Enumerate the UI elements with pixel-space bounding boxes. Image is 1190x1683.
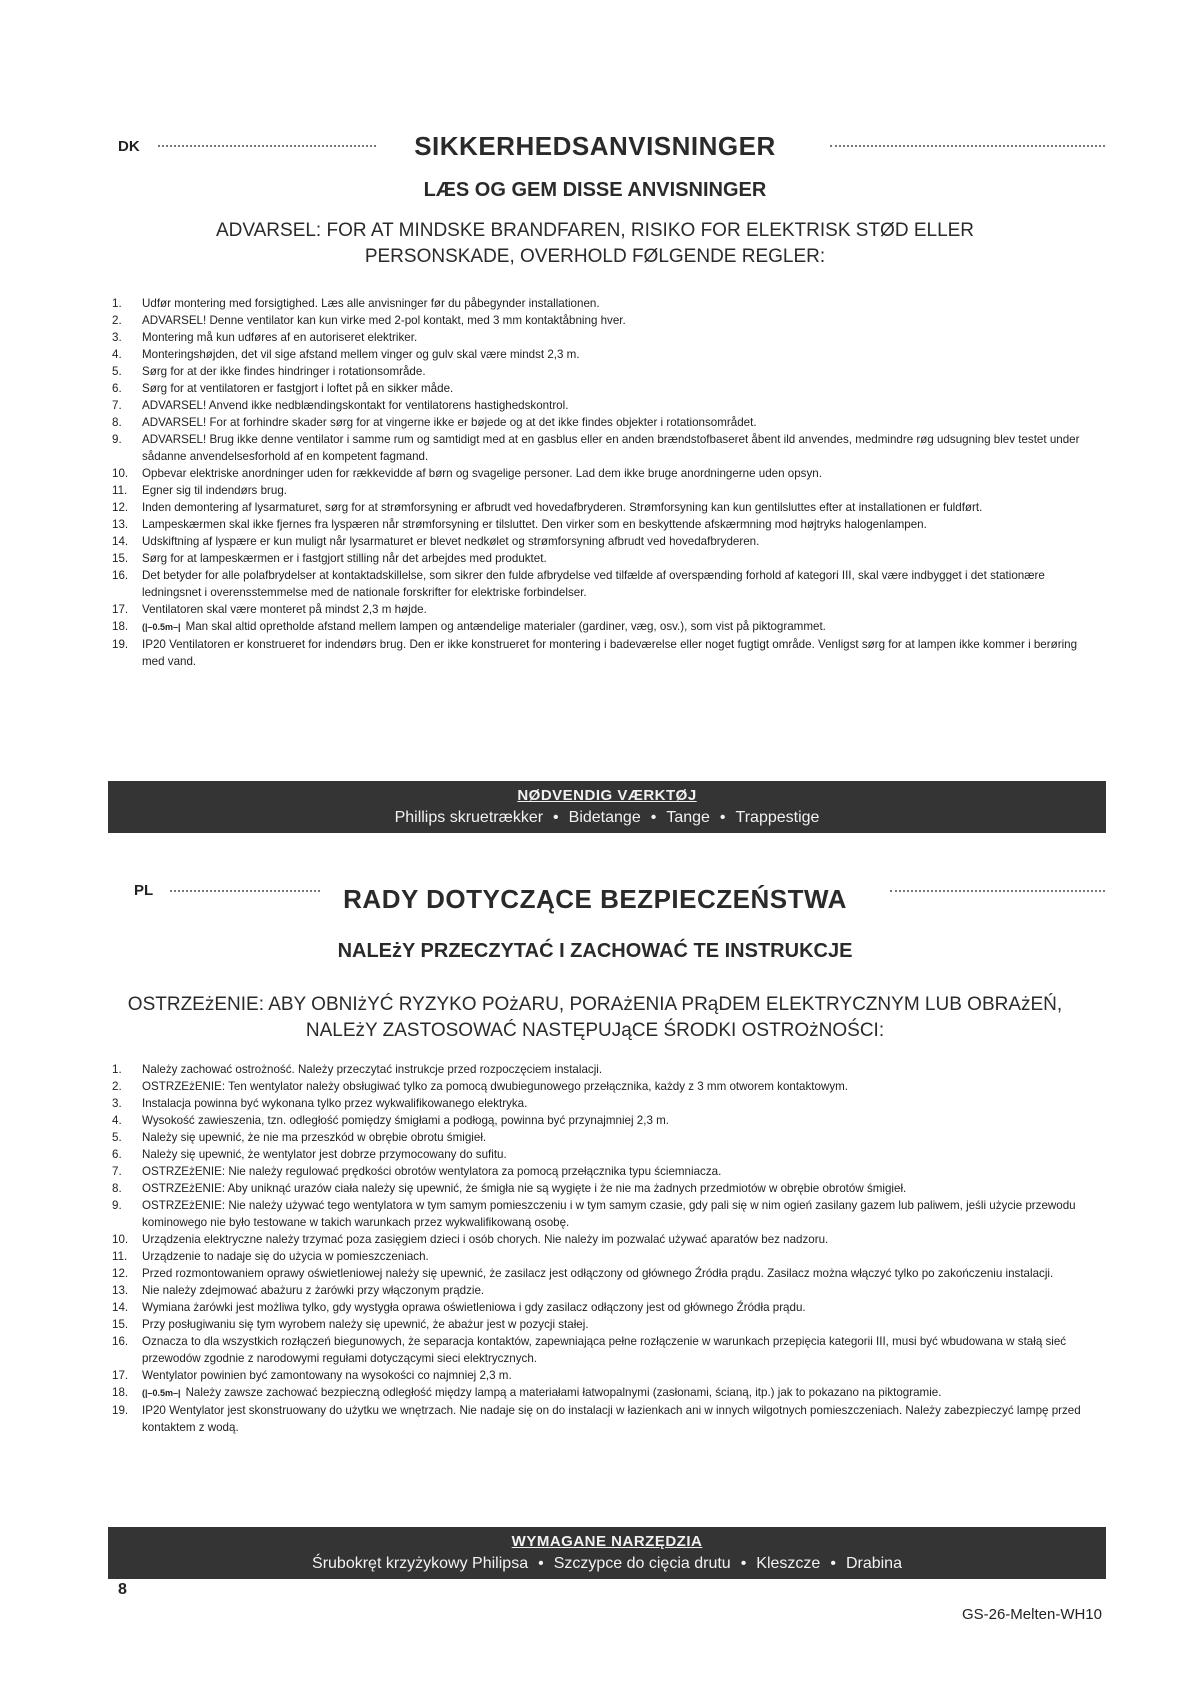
rule-text: ADVARSEL! Anvend ikke nedblændingskontakt for ventilatorens hastighedskontrol.: [142, 399, 569, 412]
dk-rule-item: [112, 516, 1102, 533]
dk-rule-item: [112, 567, 1102, 601]
rule-text: Wentylator powinien być zamontowany na wysokości co najmniej 2,3 m.: [142, 1369, 512, 1382]
rule-number: 15.: [112, 552, 129, 565]
rule-number: 16.: [112, 1335, 129, 1348]
rule-number: 11.: [112, 1250, 128, 1263]
rule-text: OSTRZEżENIE: Nie należy regulować prędkości obrotów wentylatora za pomocą przełącznika typu ściemniacza.: [142, 1165, 722, 1178]
rule-number: 16.: [112, 569, 129, 582]
rule-text: Opbevar elektriske anordninger uden for rækkevidde af børn og svagelige personer. Lad dem ikke bruge anordningerne uden opsyn.: [142, 467, 822, 480]
rule-text: Lampeskærmen skal ikke fjernes fra lyspæren når strømforsyning er tilsluttet. Den virker som en beskyttende afskærmning mod højtryks halogenlampen.: [142, 518, 927, 531]
rule-number: 9.: [112, 1199, 122, 1212]
rule-text: Należy się upewnić, że wentylator jest dobrze przymocowany do sufitu.: [142, 1148, 507, 1161]
pl-tool-item: Śrubokręt krzyżykowy Philipsa: [312, 1555, 529, 1572]
pl-rule-item: [112, 1282, 1102, 1299]
rule-number: 6.: [112, 1148, 122, 1161]
rule-number: 2.: [112, 314, 122, 327]
pl-rule-item: [112, 1163, 1102, 1180]
rule-number: 5.: [112, 365, 122, 378]
rule-number: 3.: [112, 331, 122, 344]
rule-text: ADVARSEL! Brug ikke denne ventilator i samme rum og samtidigt med at en gasblus eller en anden brændstofbaseret åbent ild anvendes, medmindre røg udsugning blev testet under sådanne anvendelsesforhold af en kompetent fagmand.: [142, 433, 1080, 463]
rule-number: 6.: [112, 382, 122, 395]
dk-tool-item: Tange: [666, 809, 710, 826]
distance-pictogram-icon: (|–0.5m–|: [142, 622, 181, 632]
dk-rule-item: [112, 346, 1102, 363]
rule-text: IP20 Wentylator jest skonstruowany do użytku we wnętrzach. Nie nadaje się on do instalacji w łazienkach ani w innych wilgotnych pomieszczeniach. Należy zabezpieczyć lampę przed kontaktem z wodą.: [142, 1404, 1081, 1434]
pl-tools-title: WYMAGANE NARZĘDZIA: [511, 1533, 703, 1550]
dk-title: SIKKERHEDSANVISNINGER: [414, 131, 776, 161]
rule-text: Inden demontering af lysarmaturet, sørg for at strømforsyning er afbrudt ved hovedafbryderen. Strømforsyning kan kun gentilsluttes efter at installationen er fuldført.: [142, 501, 983, 514]
pl-tool-item: Drabina: [845, 1555, 902, 1572]
rule-number: 15.: [112, 1318, 129, 1331]
document-code: GS-26-Melten-WH10: [961, 1606, 1102, 1623]
rule-number: 1.: [112, 1063, 122, 1076]
pl-rules-list: [112, 1061, 1102, 1436]
pl-tool-item: Szczypce do cięcia drutu: [553, 1555, 731, 1572]
rule-text: ADVARSEL! Denne ventilator kan kun virke med 2-pol kontakt, med 3 mm kontaktåbning hver.: [142, 314, 626, 327]
rule-number: 7.: [112, 1165, 122, 1178]
dk-warning-line1: ADVARSEL: FOR AT MINDSKE BRANDFAREN, RISIKO FOR ELEKTRISK STØD ELLER: [215, 220, 975, 241]
dk-rule-item: [112, 550, 1102, 567]
rule-text: Ventilatoren skal være monteret på mindst 2,3 m højde.: [142, 603, 427, 616]
dk-tool-item: Trappestige: [735, 809, 820, 826]
dk-rule-item: [112, 329, 1102, 346]
rule-text: ADVARSEL! For at forhindre skader sørg for at vingerne ikke er bøjede og at det ikke findes objekter i rotationsområdet.: [142, 416, 757, 429]
pl-title: RADY DOTYCZĄCE BEZPIECZEŃSTWA: [343, 884, 847, 914]
pl-rule-item: [112, 1367, 1102, 1384]
rule-text: Należy się upewnić, że nie ma przeszkód w obrębie obrotu śmigieł.: [142, 1131, 487, 1144]
pl-rule-item: [112, 1316, 1102, 1333]
rule-number: 9.: [112, 433, 122, 446]
rule-text: Oznacza to dla wszystkich rozłączeń biegunowych, że separacja kontaktów, zapewniająca pełne rozłączenie w warunkach przepięcia kategorii III, musi być wbudowana w stałą sieć przewodów zgodnie z narodowymi regułami dotyczącymi sieci elektrycznych.: [142, 1335, 1067, 1365]
rule-number: 11.: [112, 484, 128, 497]
rule-text: Det betyder for alle polafbrydelser at kontaktadskillelse, som sikrer den fulde afbrydelse ved tilfælde af overspænding forhold af kategori III, skal være indbygget i det stationære ledningsnet i overensstemmelse med de nationale forskrifter for elektriske forbindelser.: [142, 569, 1045, 599]
rule-text: Egner sig til indendørs brug.: [142, 484, 287, 497]
dk-rule-item: [112, 636, 1102, 670]
rule-text: Udskiftning af lyspære er kun muligt når lysarmaturet er blevet nedkølet og strømforsyning afbrudt ved hovedafbryderen.: [142, 535, 760, 548]
dk-rule-item: [112, 295, 1102, 312]
pl-rule-item: [112, 1061, 1102, 1078]
rule-text: Urządzenie to nadaje się do użycia w pomieszczeniach.: [142, 1250, 429, 1263]
rule-text: Instalacja powinna być wykonana tylko przez wykwalifikowanego elektryka.: [142, 1097, 528, 1110]
dk-rules-list: [112, 295, 1102, 670]
rule-number: 8.: [112, 1182, 122, 1195]
pl-rule-item: [112, 1180, 1102, 1197]
rule-number: 13.: [112, 1284, 129, 1297]
rule-text: Przy posługiwaniu się tym wyrobem należy się upewnić, że abażur jest w pozycji stałej.: [142, 1318, 589, 1331]
dk-warning: [100, 218, 1090, 270]
dk-rule-item: [112, 380, 1102, 397]
pl-rule-item: [112, 1384, 1102, 1402]
pl-warning: [100, 992, 1090, 1044]
dk-rule-item: [112, 465, 1102, 482]
pl-rule-item: [112, 1146, 1102, 1163]
rule-text: OSTRZEżENIE: Aby uniknąć urazów ciała należy się upewnić, że śmigła nie są wygięte i że nie ma żadnych przedmiotów w obrębie obrotów śmigieł.: [142, 1182, 907, 1195]
dk-rule-item: [112, 312, 1102, 329]
pl-warning-line1: OSTRZEżENIE: ABY OBNIżYĆ RYZYKO POżARU, PORAżENIA PRąDEM ELEKTRYCZNYM LUB OBRAżEŃ,: [127, 994, 1063, 1015]
pl-rule-item: [112, 1299, 1102, 1316]
pl-tools-list: Śrubokręt krzyżykowy Philipsa • Szczypce do cięcia drutu • Kleszcze • Drabina: [312, 1555, 902, 1572]
rule-text: Wysokość zawieszenia, tzn. odległość pomiędzy śmigłami a podłogą, powinna być przynajmniej 2,3 m.: [142, 1114, 670, 1127]
rule-text: Man skal altid opretholde afstand mellem lampen og antændelige materialer (gardiner, væg, osv.), som vist på piktogrammet.: [185, 620, 826, 633]
rule-number: 19.: [112, 638, 129, 651]
pl-subtitle: NALEżY PRZECZYTAĆ I ZACHOWAĆ TE INSTRUKCJE: [337, 940, 853, 962]
rule-number: 8.: [112, 416, 122, 429]
rule-number: 17.: [112, 1369, 129, 1382]
rule-text: Sørg for at der ikke findes hindringer i rotationsområde.: [142, 365, 426, 378]
dk-rule-item: [112, 431, 1102, 465]
dk-tool-item: Phillips skruetrækker: [394, 809, 544, 826]
dk-rule-item: [112, 397, 1102, 414]
rule-number: 10.: [112, 467, 129, 480]
rule-number: 19.: [112, 1404, 129, 1417]
pl-rule-item: [112, 1265, 1102, 1282]
rule-number: 17.: [112, 603, 129, 616]
rule-number: 3.: [112, 1097, 122, 1110]
rule-text: IP20 Ventilatoren er konstrueret for indendørs brug. Den er ikke konstrueret for montering i badeværelse eller noget fugtigt område. Venligst sørg for at lampen ikke kommer i berøring med vand.: [142, 638, 1078, 668]
dk-lang-code: DK: [118, 138, 140, 155]
dk-subtitle: LÆS OG GEM DISSE ANVISNINGER: [423, 179, 767, 201]
pl-rule-item: [112, 1248, 1102, 1265]
pl-rule-item: [112, 1333, 1102, 1367]
rule-text: OSTRZEżENIE: Ten wentylator należy obsługiwać tylko za pomocą dwubiegunowego przełącznika, każdy z 3 mm otworem kontaktowym.: [142, 1080, 849, 1093]
rule-number: 12.: [112, 1267, 129, 1280]
dk-tools-list: Phillips skruetrækker • Bidetange • Tange • Trappestige: [394, 809, 820, 826]
pl-rule-item: [112, 1402, 1102, 1436]
rule-number: 5.: [112, 1131, 122, 1144]
rule-text: Wymiana żarówki jest możliwa tylko, gdy wystygła oprawa oświetleniowa i gdy zasilacz odłączony jest od głównego Źródła prądu.: [142, 1301, 806, 1314]
page-number: 8: [118, 1581, 127, 1598]
rule-text: Monteringshøjden, det vil sige afstand mellem vinger og gulv skal være mindst 2,3 m.: [142, 348, 580, 361]
rule-text: Montering må kun udføres af en autoriseret elektriker.: [142, 331, 418, 344]
rule-text: Nie należy zdejmować abażuru z żarówki przy włączonym prądzie.: [142, 1284, 485, 1297]
rule-number: 4.: [112, 348, 122, 361]
rule-number: 2.: [112, 1080, 122, 1093]
rule-number: 18.: [112, 1386, 129, 1399]
pl-rule-item: [112, 1231, 1102, 1248]
pl-tools-bar: [108, 1527, 1106, 1579]
dk-rule-item: [112, 618, 1102, 636]
rule-number: 14.: [112, 1301, 129, 1314]
rule-number: 13.: [112, 518, 129, 531]
distance-pictogram-icon: (|–0.5m–|: [142, 1388, 181, 1398]
rule-text: Urządzenia elektryczne należy trzymać poza zasięgiem dzieci i osób chorych. Nie należy im pozwalać używać aparatów bez nadzoru.: [142, 1233, 829, 1246]
rule-text: Przed rozmontowaniem oprawy oświetleniowej należy się upewnić, że zasilacz jest odłączony od głównego Źródła prądu. Zasilacz można włączyć tylko po zakończeniu instalacji.: [142, 1267, 1054, 1280]
dk-tools-bar: [108, 781, 1106, 833]
pl-tool-item: Kleszcze: [756, 1555, 821, 1572]
dk-rule-item: [112, 414, 1102, 431]
dk-rule-item: [112, 482, 1102, 499]
dk-warning-line2: PERSONSKADE, OVERHOLD FØLGENDE REGLER:: [364, 246, 826, 267]
pl-rule-item: [112, 1129, 1102, 1146]
dk-rule-item: [112, 533, 1102, 550]
rule-number: 10.: [112, 1233, 129, 1246]
pl-rule-item: [112, 1112, 1102, 1129]
pl-rule-item: [112, 1095, 1102, 1112]
dk-rule-item: [112, 363, 1102, 380]
rule-number: 12.: [112, 501, 129, 514]
rule-number: 14.: [112, 535, 129, 548]
dk-tools-title: NØDVENDIG VÆRKTØJ: [517, 787, 697, 804]
rule-text: Udfør montering med forsigtighed. Læs alle anvisninger før du påbegynder installationen.: [142, 297, 600, 310]
pl-rule-item: [112, 1078, 1102, 1095]
rule-text: Należy zawsze zachować bezpieczną odległość między lampą a materiałami łatwopalnymi (zasłonami, ścianą, itp.) jak to pokazano na piktogramie.: [185, 1386, 942, 1399]
rule-number: 7.: [112, 399, 122, 412]
rule-text: Należy zachować ostrożność. Należy przeczytać instrukcje przed rozpoczęciem instalacji.: [142, 1063, 603, 1076]
dk-tool-item: Bidetange: [568, 809, 641, 826]
rule-text: OSTRZEżENIE: Nie należy używać tego wentylatora w tym samym pomieszczeniu i w tym samym czasie, gdy pali się w nim ogień zasilany gazem lub paliwem, jeśli użycie przewodu kominowego nie było testowane w takich warunkach przez wykwalifikowaną osobę.: [142, 1199, 1076, 1229]
pl-warning-line2: NALEżY ZASTOSOWAĆ NASTĘPUJąCE ŚRODKI OSTROżNOŚCI:: [305, 1020, 885, 1041]
rule-number: 18.: [112, 620, 129, 633]
dk-rule-item: [112, 601, 1102, 618]
dk-rule-item: [112, 499, 1102, 516]
rule-number: 1.: [112, 297, 122, 310]
pl-lang-code: PL: [134, 882, 154, 899]
rule-text: Sørg for at ventilatoren er fastgjort i loftet på en sikker måde.: [142, 382, 454, 395]
rule-text: Sørg for at lampeskærmen er i fastgjort stilling når det arbejdes med produktet.: [142, 552, 547, 565]
pl-rule-item: [112, 1197, 1102, 1231]
rule-number: 4.: [112, 1114, 122, 1127]
